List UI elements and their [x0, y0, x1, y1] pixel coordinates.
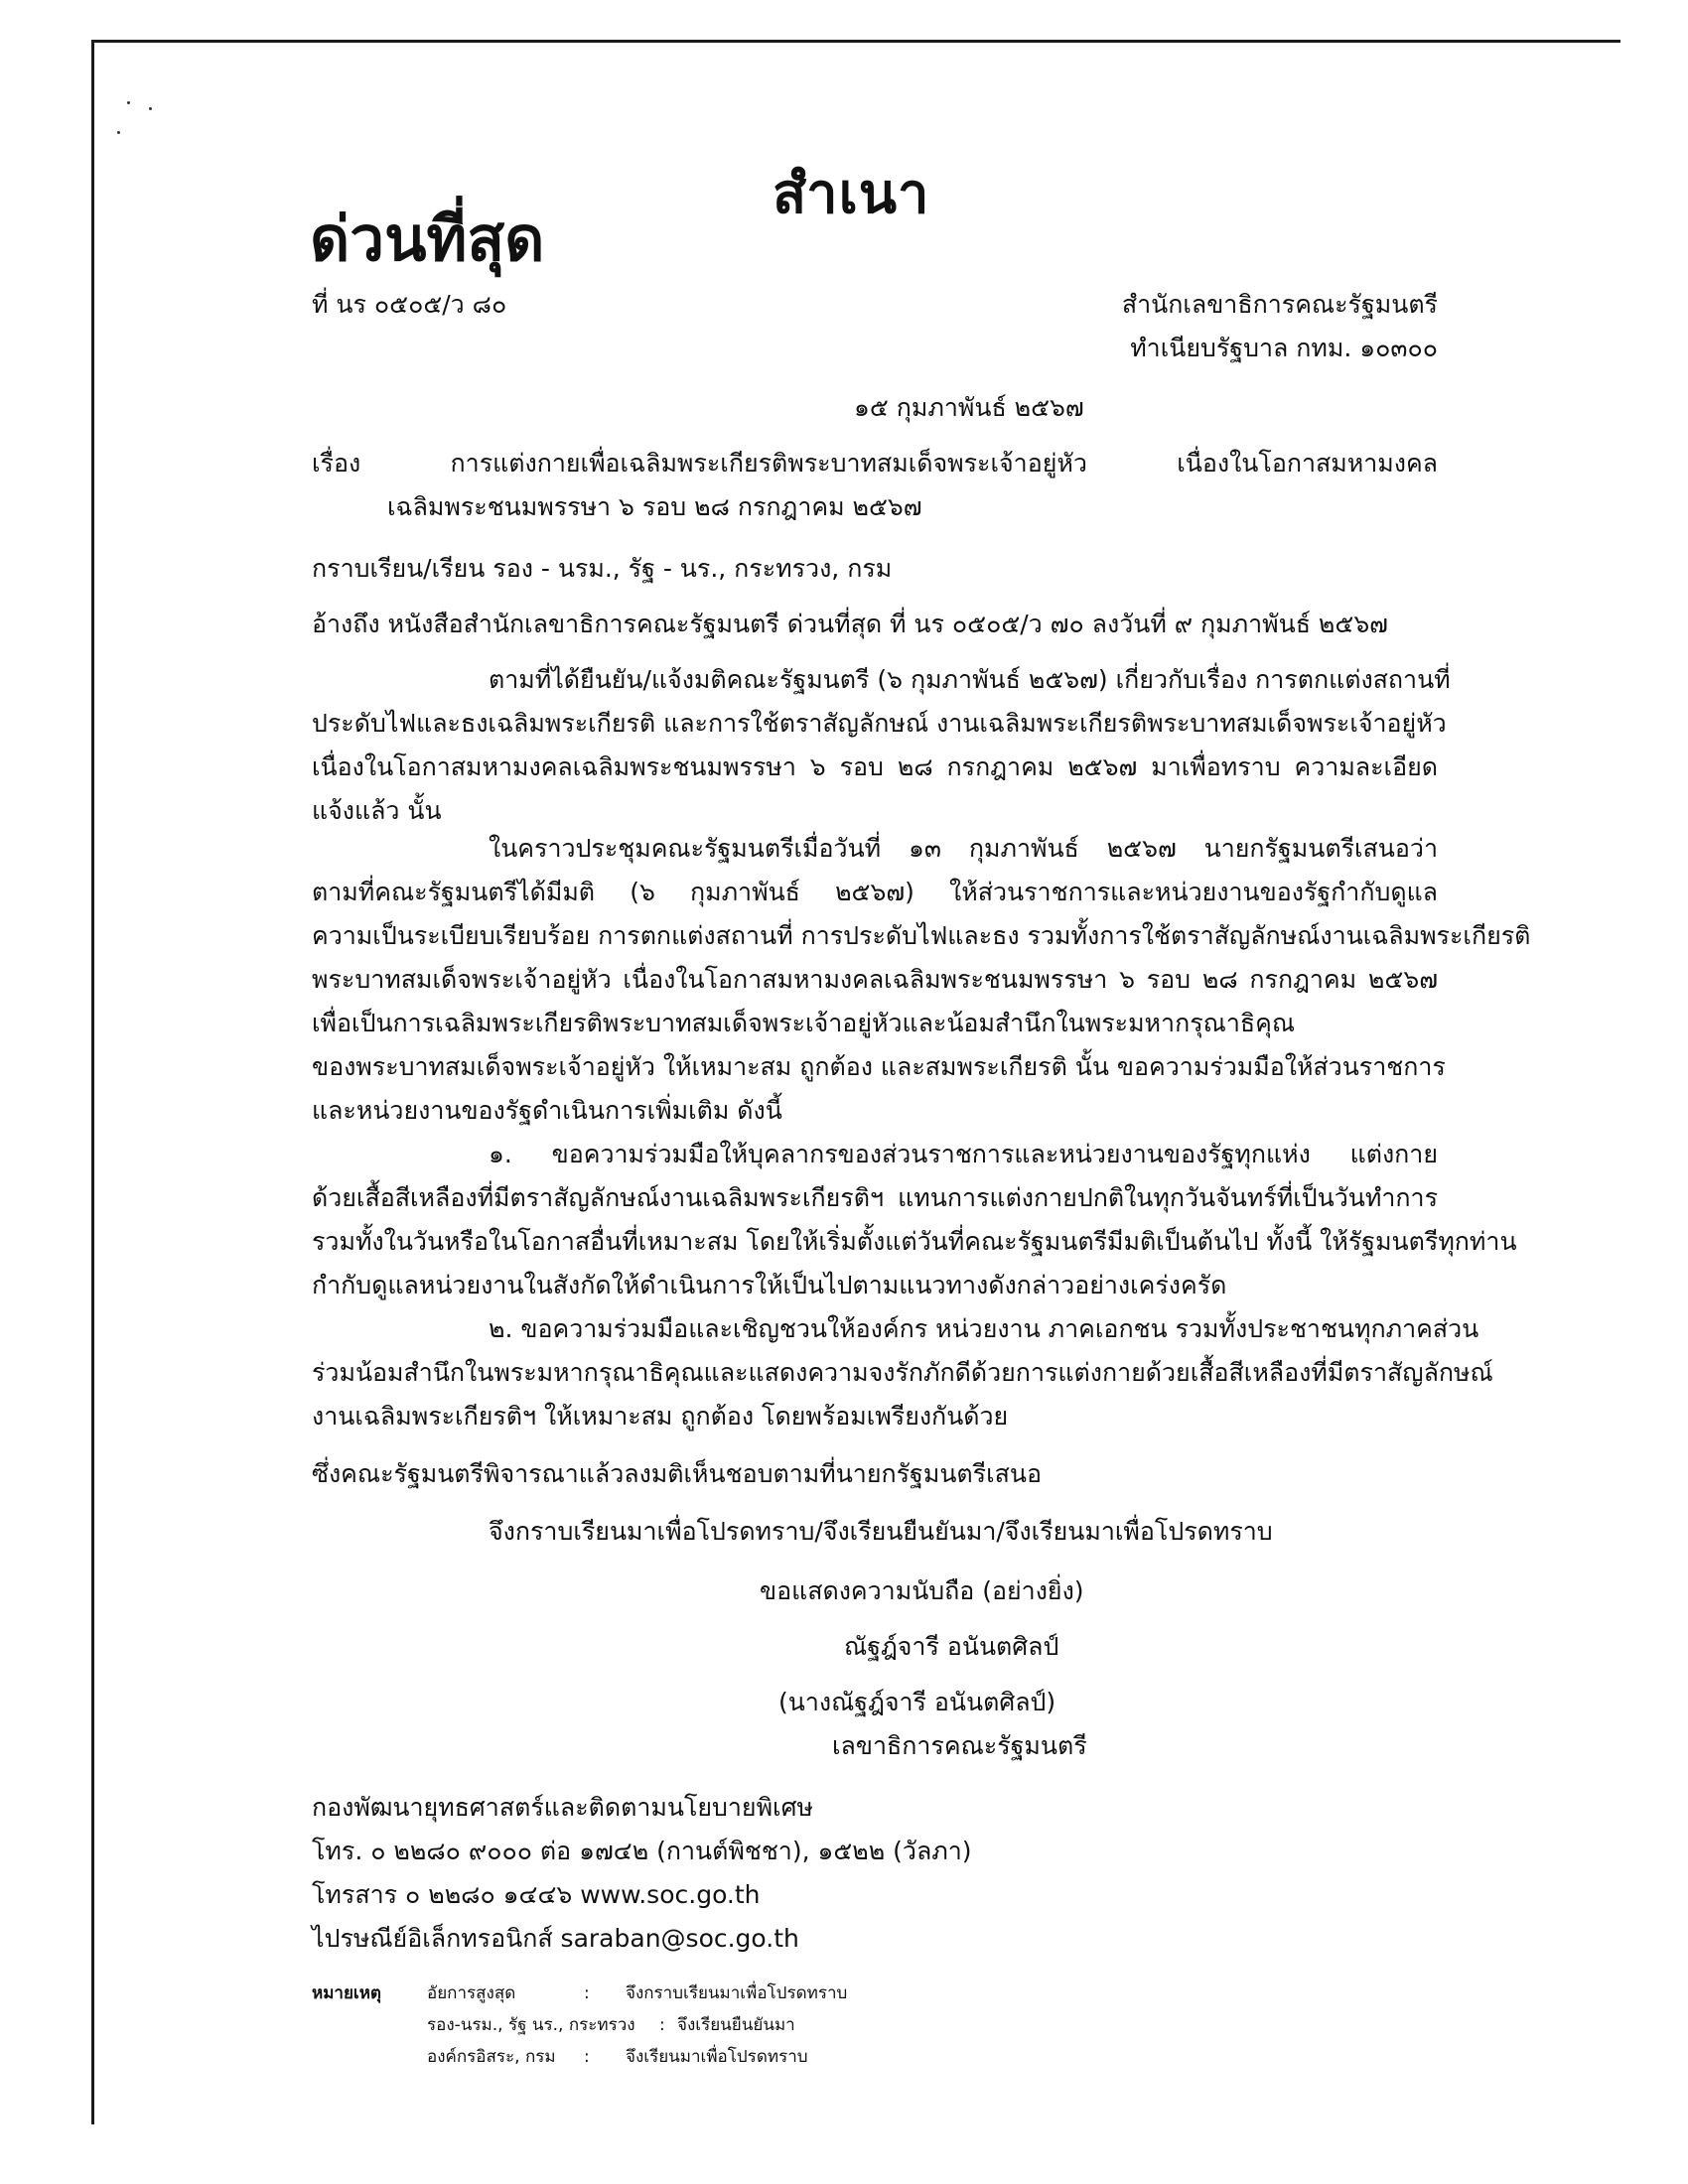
numbered-item-line: ด้วยเสื้อสีเหลืองที่มีตราสัญลักษณ์งานเฉลิมพระเกียรติฯ แทนการแต่งกายปกติในทุกวันจันทร์ที่เป็นวันทำการ — [312, 1183, 1438, 1212]
footnote-recipient: รอง-นรม., รัฐ นร., กระทรวง — [427, 2015, 635, 2035]
scan-speck — [149, 107, 152, 110]
numbered-item-line: งานเฉลิมพระเกียรติฯ ให้เหมาะสม ถูกต้อง โดยพร้อมเพรียงกันด้วย — [312, 1402, 1009, 1431]
body-paragraph-line: ตามที่ได้ยืนยัน/แจ้งมติคณะรัฐมนตรี (๖ กุมภาพันธ์ ๒๕๖๗) เกี่ยวกับเรื่อง การตกแต่งสถานที่ — [489, 665, 1451, 694]
recipients-line: กราบเรียน/เรียน รอง - นรม., รัฐ - นร., กระทรวง, กรม — [312, 554, 893, 583]
contact-fax: โทรสาร ๐ ๒๒๘๐ ๑๔๔๖ www.soc.go.th — [312, 1880, 761, 1909]
footnote-recipient: อัยการสูงสุด — [427, 1983, 516, 2003]
footnote-wording: จึงเรียนยืนยันมา — [677, 2015, 795, 2035]
signatory-position: เลขาธิการคณะรัฐมนตรี — [832, 1731, 1087, 1760]
footnote-separator: : — [659, 2015, 665, 2035]
document-date: ๑๕ กุมภาพันธ์ ๒๕๖๗ — [854, 393, 1084, 422]
body-paragraph-line: ความเป็นระเบียบเรียบร้อย การตกแต่งสถานที่ การประดับไฟและธง รวมทั้งการใช้ตราสัญลักษณ์งานเฉลิมพระเกียรติ — [312, 921, 1531, 950]
body-paragraph-line: เนื่องในโอกาสมหามงคลเฉลิมพระชนมพรรษา ๖ รอบ ๒๘ กรกฎาคม ๒๕๖๗ มาเพื่อทราบ ความละเอียด — [312, 752, 1438, 781]
scan-speck — [117, 131, 120, 134]
body-paragraph-line: เพื่อเป็นการเฉลิมพระเกียรติพระบาทสมเด็จพระเจ้าอยู่หัวและน้อมสำนึกในพระมหากรุณาธิคุณ — [312, 1009, 1296, 1037]
numbered-item-line: ๒. ขอความร่วมมือและเชิญชวนให้องค์กร หน่วยงาน ภาคเอกชน รวมทั้งประชาชนทุกภาคส่วน — [489, 1314, 1479, 1343]
signed-name: ณัฐฎ์จารี อนันตศิลป์ — [844, 1632, 1059, 1661]
copy-label: สำเนา — [773, 162, 930, 226]
footnote-recipient: องค์กรอิสระ, กรม — [427, 2047, 556, 2067]
body-paragraph-line: พระบาทสมเด็จพระเจ้าอยู่หัว เนื่องในโอกาสมหามงคลเฉลิมพระชนมพรรษา ๖ รอบ ๒๘ กรกฎาคม ๒๕๖๗ — [312, 965, 1438, 994]
numbered-item-line: กำกับดูแลหน่วยงานในสังกัดให้ดำเนินการให้เป็นไปตามแนวทางดังกล่าวอย่างเคร่งครัด — [312, 1271, 1227, 1299]
footnote-label: หมายเหตุ — [312, 1983, 381, 2003]
page-border-left — [91, 40, 94, 2124]
footnote-wording: จึงกราบเรียนมาเพื่อโปรดทราบ — [626, 1983, 848, 2003]
numbered-item-line: ร่วมน้อมสำนึกในพระมหากรุณาธิคุณและแสดงความจงรักภักดีด้วยการแต่งกายด้วยเสื้อสีเหลืองที่มีตราสัญลักษณ์ — [312, 1358, 1493, 1387]
body-paragraph-line: ตามที่คณะรัฐมนตรีได้มีมติ (๖ กุมภาพันธ์ ๒๕๖๗) ให้ส่วนราชการและหน่วยงานของรัฐกำกับดูแล — [312, 878, 1438, 906]
footnote-separator: : — [584, 1983, 590, 2003]
footnote-wording: จึงเรียนมาเพื่อโปรดทราบ — [626, 2047, 808, 2067]
contact-email: ไปรษณีย์อิเล็กทรอนิกส์ saraban@soc.go.th — [312, 1924, 799, 1953]
closing-line: จึงกราบเรียนมาเพื่อโปรดทราบ/จึงเรียนยืนยันมา/จึงเรียนมาเพื่อโปรดทราบ — [489, 1517, 1273, 1546]
subject-line: เฉลิมพระชนมพรรษา ๖ รอบ ๒๘ กรกฎาคม ๒๕๖๗ — [387, 492, 922, 521]
contact-phone: โทร. ๐ ๒๒๘๐ ๙๐๐๐ ต่อ ๑๗๔๒ (กานต์พิชชา), ๑๕๒๒ (วัลภา) — [312, 1837, 972, 1865]
page-border-top — [91, 40, 1620, 43]
numbered-item-line: รวมทั้งในวันหรือในโอกาสอื่นที่เหมาะสม โดยให้เริ่มตั้งแต่วันที่คณะรัฐมนตรีมีมติเป็นต้นไป ทั้งนี้ ให้รัฐมนตรีทุกท่าน — [312, 1227, 1517, 1256]
subject-line: เรื่อง การแต่งกายเพื่อเฉลิมพระเกียรติพระบาทสมเด็จพระเจ้าอยู่หัว เนื่องในโอกาสมหามงคล — [312, 449, 1438, 478]
body-paragraph-line: ประดับไฟและธงเฉลิมพระเกียรติ และการใช้ตราสัญลักษณ์ งานเฉลิมพระเกียรติพระบาทสมเด็จพระเจ้าอยู่หัว — [312, 709, 1447, 738]
numbered-item-line: ๑. ขอความร่วมมือให้บุคลากรของส่วนราชการและหน่วยงานของรัฐทุกแห่ง แต่งกาย — [489, 1140, 1438, 1168]
signatory-full-name: (นางณัฐฎ์จารี อนันตศิลป์) — [778, 1688, 1056, 1716]
document-number: ที่ นร ๐๕๐๕/ว ๘๐ — [312, 290, 507, 319]
issuer-address: ทำเนียบรัฐบาล กทม. ๑๐๓๐๐ — [1130, 334, 1438, 362]
body-paragraph-line: และหน่วยงานของรัฐดำเนินการเพิ่มเติม ดังนี้ — [312, 1096, 782, 1125]
resolution-line: ซึ่งคณะรัฐมนตรีพิจารณาแล้วลงมติเห็นชอบตามที่นายกรัฐมนตรีเสนอ — [312, 1459, 1042, 1488]
body-paragraph-line: ของพระบาทสมเด็จพระเจ้าอยู่หัว ให้เหมาะสม ถูกต้อง และสมพระเกียรติ นั้น ขอความร่วมมือให้ส่วนราชการ — [312, 1052, 1446, 1081]
urgency-label: ด่วนที่สุด — [310, 203, 545, 275]
scan-speck — [127, 101, 130, 104]
body-paragraph-line: ในคราวประชุมคณะรัฐมนตรีเมื่อวันที่ ๑๓ กุมภาพันธ์ ๒๕๖๗ นายกรัฐมนตรีเสนอว่า — [489, 834, 1438, 863]
body-paragraph-line: แจ้งแล้ว นั้น — [312, 796, 442, 825]
issuer-org: สำนักเลขาธิการคณะรัฐมนตรี — [1121, 290, 1438, 319]
contact-division: กองพัฒนายุทธศาสตร์และติดตามนโยบายพิเศษ — [312, 1793, 813, 1822]
footnote-separator: : — [584, 2047, 590, 2067]
reference-line: อ้างถึง หนังสือสำนักเลขาธิการคณะรัฐมนตรี ด่วนที่สุด ที่ นร ๐๕๐๕/ว ๗๐ ลงวันที่ ๙ กุมภาพันธ์ ๒๕๖๗ — [312, 610, 1388, 638]
salutation: ขอแสดงความนับถือ (อย่างยิ่ง) — [760, 1576, 1084, 1605]
